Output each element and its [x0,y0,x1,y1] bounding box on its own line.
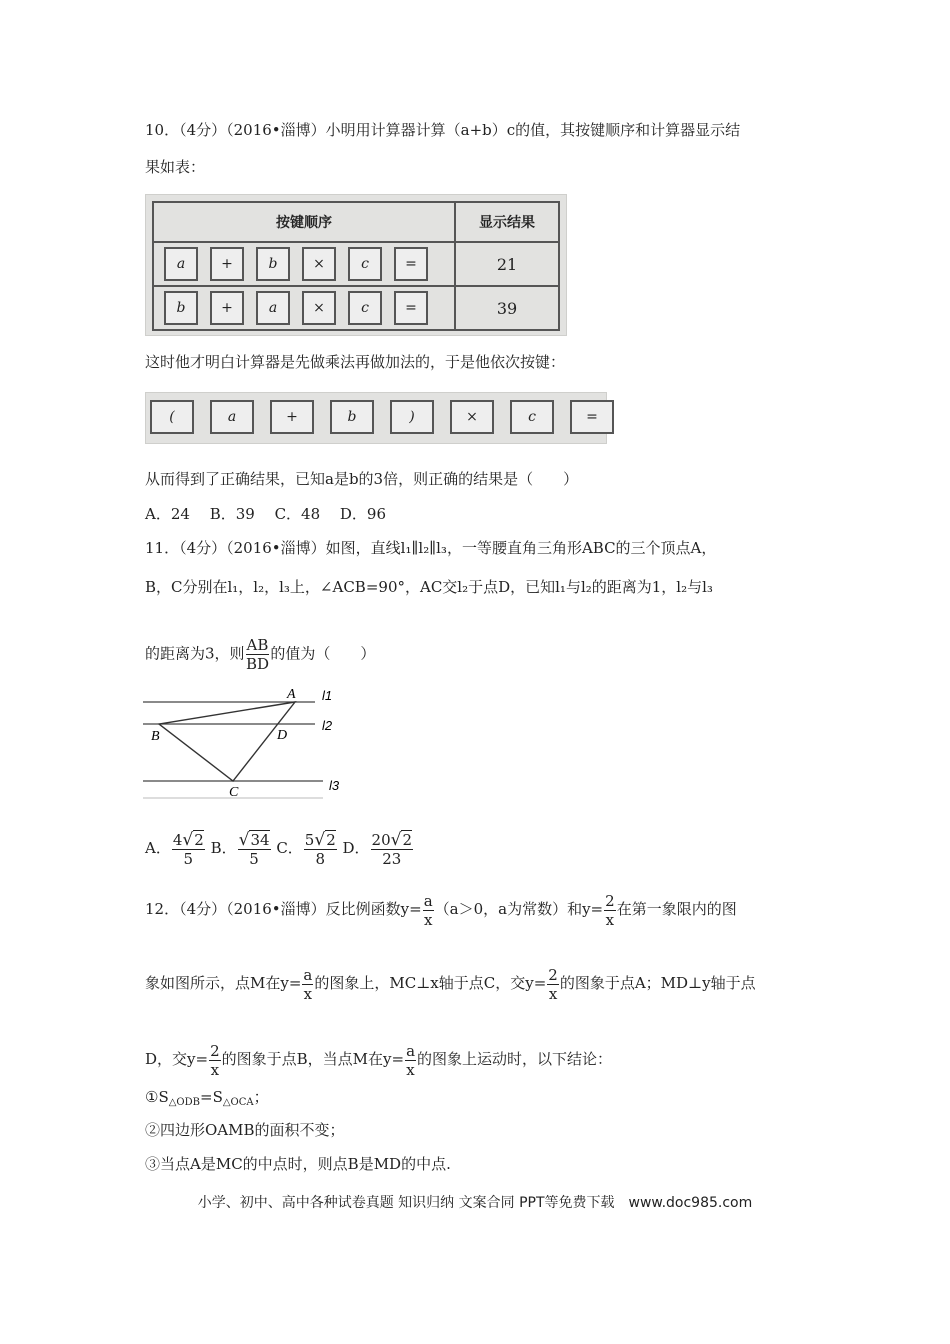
fraction-numerator: a [303,965,313,984]
option-a-label: A． [145,839,171,857]
calculator-table [152,201,560,331]
q12-text: D，交y= [145,1050,209,1068]
label-a: A [287,687,296,702]
option-b-fraction [238,831,271,868]
page-footer: 小学、初中、高中各种试卷真题 知识归纳 文案合同 PPT等免费下载 www.doc985.com [197,1195,753,1211]
fraction-numerator: 2 [605,891,615,910]
label-b: B [151,729,160,744]
key: × [302,247,336,281]
denominator: 5 [249,849,259,868]
q12-line3 [145,1040,612,1079]
radicand: 34 [250,830,270,849]
key: = [394,247,428,281]
q10-line4: 从而得到了正确结果，已知a是b的3倍，则正确的结果是（ ） [145,470,579,488]
key: a [164,247,198,281]
q12-text: 在第一象限内的图 [616,900,737,918]
label-c: C [229,785,239,800]
q12-line2 [145,964,756,1003]
option-d-label: D． [342,839,370,857]
q12-conclusion-3: ③当点A是MC的中点时，则点B是MD的中点. [145,1155,451,1173]
table-row2-keys [153,286,455,330]
denominator: 8 [315,849,326,868]
q11-line1: 11．（4分）（2016•淄博）如图，直线l₁∥l₂∥l₃，一等腰直角三角形ABC的三个顶点A， [145,539,717,557]
fraction-2-over-x [604,892,616,929]
q12-text: ①S [145,1088,169,1106]
option-c-fraction [304,831,337,868]
fraction-denominator: x [423,910,433,929]
q12-text: 的图象于点A；MD⊥y轴于点 [559,974,756,992]
fraction-a-over-x [302,966,313,1003]
label-l2: l2 [322,718,333,733]
q12-conclusion-1 [145,1087,269,1113]
fraction-a-over-x [405,1042,416,1079]
key: c [510,400,554,434]
radical-sign: √ [314,829,326,850]
radicand: 2 [326,830,336,849]
radical-sign: √ [238,829,250,850]
key: ) [390,400,434,434]
key-strip [148,400,614,434]
key: + [270,400,314,434]
q12-text: =S [200,1088,223,1106]
option-b-label: B． [210,839,237,857]
denominator: 23 [382,849,402,868]
radical-sign: √ [390,829,402,850]
fraction-numerator: AB [246,636,269,654]
label-d: D [277,728,288,743]
fraction-numerator: a [423,891,433,910]
q10-line1: 10．（4分）（2016•淄博）小明用计算器计算（a+b）c的值，其按键顺序和计算器显示结 [145,121,741,139]
fraction-2-over-x [209,1042,221,1079]
q12-text: 的图象于点B，当点M在y= [221,1050,405,1068]
fraction-numerator: 2 [548,965,558,984]
fraction-ab-bd [246,636,270,673]
q11-line3-post: 的值为（ ） [270,644,376,663]
key: = [570,400,614,434]
fraction-denominator: x [605,910,615,929]
q10-line3: 这时他才明白计算器是先做乘法再做加法的，于是他依次按键： [145,353,566,371]
q12-text: 12．（4分）（2016•淄博）反比例函数y= [145,900,422,918]
table-row2-result: 39 [455,286,559,330]
q12-text: ； [253,1088,269,1106]
key: × [450,400,494,434]
q12-line1 [145,890,737,929]
calculator-table-photo [145,194,567,336]
key: + [210,291,244,325]
fraction-numerator: 2 [210,1041,220,1060]
coefficient: 4 [172,830,183,849]
key: c [348,247,382,281]
q11-line3 [145,636,375,673]
option-a-fraction [172,831,205,868]
q12-conclusion-2: ②四边形OAMB的面积不变； [145,1121,345,1139]
q10-line2: 果如表： [145,158,206,176]
key: = [394,291,428,325]
q12-text: 的图象上，MC⊥x轴于点C，交y= [314,974,547,992]
subscript: △OCA [222,1097,254,1108]
q11-line2: B，C分别在l₁，l₂，l₃上，∠ACB=90°，AC交l₂于点D，已知l₁与l₂的距离为1，l₂与l₃ [145,578,713,596]
table-header-result: 显示结果 [455,202,559,242]
fraction-denominator: x [548,984,558,1003]
q12-text: 的图象上运动时，以下结论： [417,1050,613,1068]
key: b [164,291,198,325]
q11-line3-pre: 的距离为3，则 [145,644,245,663]
coefficient: 5 [304,830,315,849]
fraction-denominator: BD [245,655,269,673]
key: a [256,291,290,325]
table-row1-keys [153,242,455,286]
key: + [210,247,244,281]
table-row1-result: 21 [455,242,559,286]
key-sequence-photo [145,392,607,444]
radical-sign: √ [182,829,194,850]
fraction-numerator: a [406,1041,416,1060]
q11-options [145,830,414,868]
radicand: 2 [194,830,204,849]
coefficient: 20 [371,830,391,849]
label-l1: l1 [322,688,333,703]
fraction-2-over-x [547,966,559,1003]
fraction-a-over-x [423,892,434,929]
key: a [210,400,254,434]
q10-options: A．24 B．39 C．48 D．96 [145,505,387,523]
denominator: 5 [183,849,194,868]
parallel-lines-figure [143,682,353,800]
fraction-denominator: x [210,1060,220,1079]
table-header-keys: 按键顺序 [153,202,455,242]
q12-text: 象如图所示，点M在y= [145,974,302,992]
radicand: 2 [402,830,413,849]
fraction-denominator: x [406,1060,415,1079]
label-l3: l3 [329,778,340,793]
q12-text: （a＞0，a为常数）和y= [434,900,604,918]
key: ( [150,400,194,434]
key: b [330,400,374,434]
fraction-denominator: x [303,984,313,1003]
key: × [302,291,336,325]
option-c-label: C． [276,839,303,857]
option-d-fraction [371,831,413,868]
triangle-abc [159,702,295,781]
key: c [348,291,382,325]
subscript: △ODB [168,1097,200,1108]
key: b [256,247,290,281]
